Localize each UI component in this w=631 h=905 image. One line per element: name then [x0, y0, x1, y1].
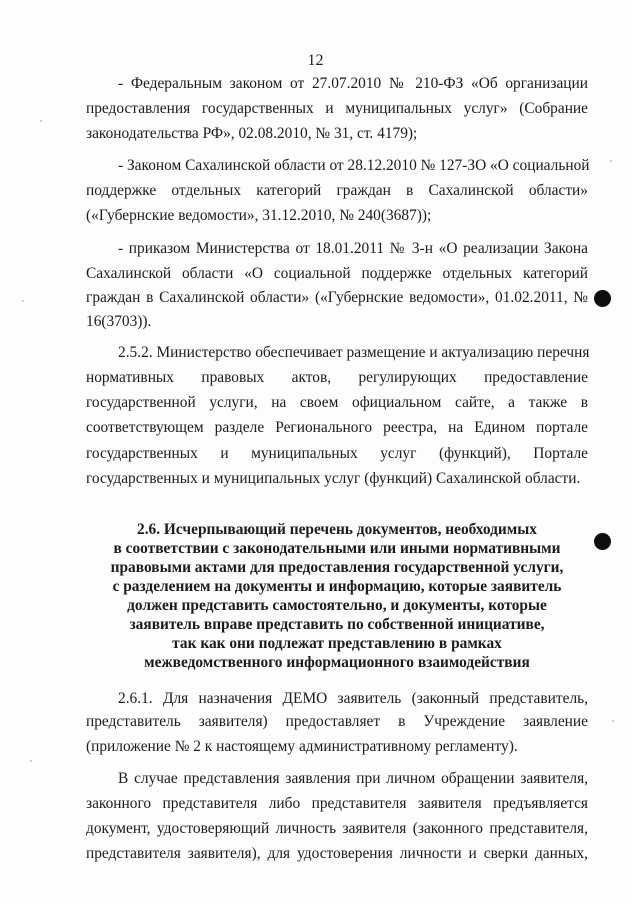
list-item-line: предоставления государственных и муниципальных услуг» (Собрание [86, 100, 588, 117]
paragraph-line: представитель заявителя) предоставляет в Учреждение заявление [86, 713, 588, 730]
paragraph-line: государственных и муниципальных услуг (функций), Портале [86, 445, 588, 462]
paragraph-line: В случае представления заявления при личном обращении заявителя, [118, 770, 588, 787]
paragraph-line: государственной услуги, на своем официальном сайте, а также в [86, 394, 588, 411]
section-heading-line: правовыми актами для предоставления государственной услуги, [110, 559, 564, 576]
paragraph-line: (приложение № 2 к настоящему административному регламенту). [86, 738, 518, 755]
list-item-line: 16(3703)). [86, 313, 152, 330]
punch-hole-mark [594, 533, 611, 550]
list-item-line: - Законом Сахалинской области от 28.12.2010 № 127-ЗО «О социальной [118, 157, 590, 174]
list-item-line: законодательства РФ», 02.08.2010, № 31, ст. 4179); [86, 125, 418, 142]
paragraph-line: 2.5.2. Министерство обеспечивает размещение и актуализацию перечня [118, 344, 590, 361]
list-item-line: («Губернские ведомости», 31.12.2010, № 240(3687)); [86, 207, 432, 224]
section-heading-line: 2.6. Исчерпывающий перечень документов, необходимых [137, 521, 537, 538]
list-item-line: - приказом Министерства от 18.01.2011 № 3-н «О реализации Закона [118, 240, 588, 257]
section-heading-line: межведомственного информационного взаимодействия [144, 654, 530, 671]
section-heading-line: должен представить самостоятельно, и документы, которые [127, 597, 547, 614]
section-heading-line: с разделением на документы и информацию, которые заявитель [112, 578, 562, 595]
section-heading-line: так как они подлежат представлению в рамках [172, 635, 502, 652]
page-number: 12 [307, 52, 324, 69]
scan-speck [30, 760, 32, 762]
scan-speck [612, 720, 614, 722]
list-item-line: - Федеральным законом от 27.07.2010 № 210-ФЗ «Об организации [118, 75, 588, 92]
list-item-line: граждан в Сахалинской области» («Губернские ведомости», 01.02.2011, № [86, 289, 588, 306]
paragraph-line: документ, удостоверяющий личность заявителя (законного представителя, [86, 820, 588, 837]
list-item-line: поддержке отдельных категорий граждан в Сахалинской области» [86, 182, 588, 199]
list-item-line: Сахалинской области «О социальной поддержке отдельных категорий [86, 265, 588, 282]
punch-hole-mark [594, 290, 611, 307]
scan-speck [40, 120, 42, 122]
paragraph-line: государственных и муниципальных услуг (функций) Сахалинской области. [86, 470, 581, 487]
section-heading-line: заявитель вправе представить по собственной инициативе, [129, 616, 545, 633]
paragraph-line: представителя заявителя), для удостоверения личности и сверки данных, [86, 845, 588, 862]
scan-speck [22, 300, 24, 302]
section-heading-line: в соответствии с законодательными или иными нормативными [113, 540, 561, 557]
paragraph-line: соответствующем разделе Регионального реестра, на Едином портале [86, 419, 588, 436]
paragraph-line: нормативных правовых актов, регулирующих предоставление [86, 369, 588, 386]
paragraph-line: 2.6.1. Для назначения ДЕМО заявитель (законный представитель, [118, 690, 588, 707]
scan-speck [610, 160, 612, 162]
paragraph-line: законного представителя либо представителя заявителя предъявляется [86, 795, 588, 812]
